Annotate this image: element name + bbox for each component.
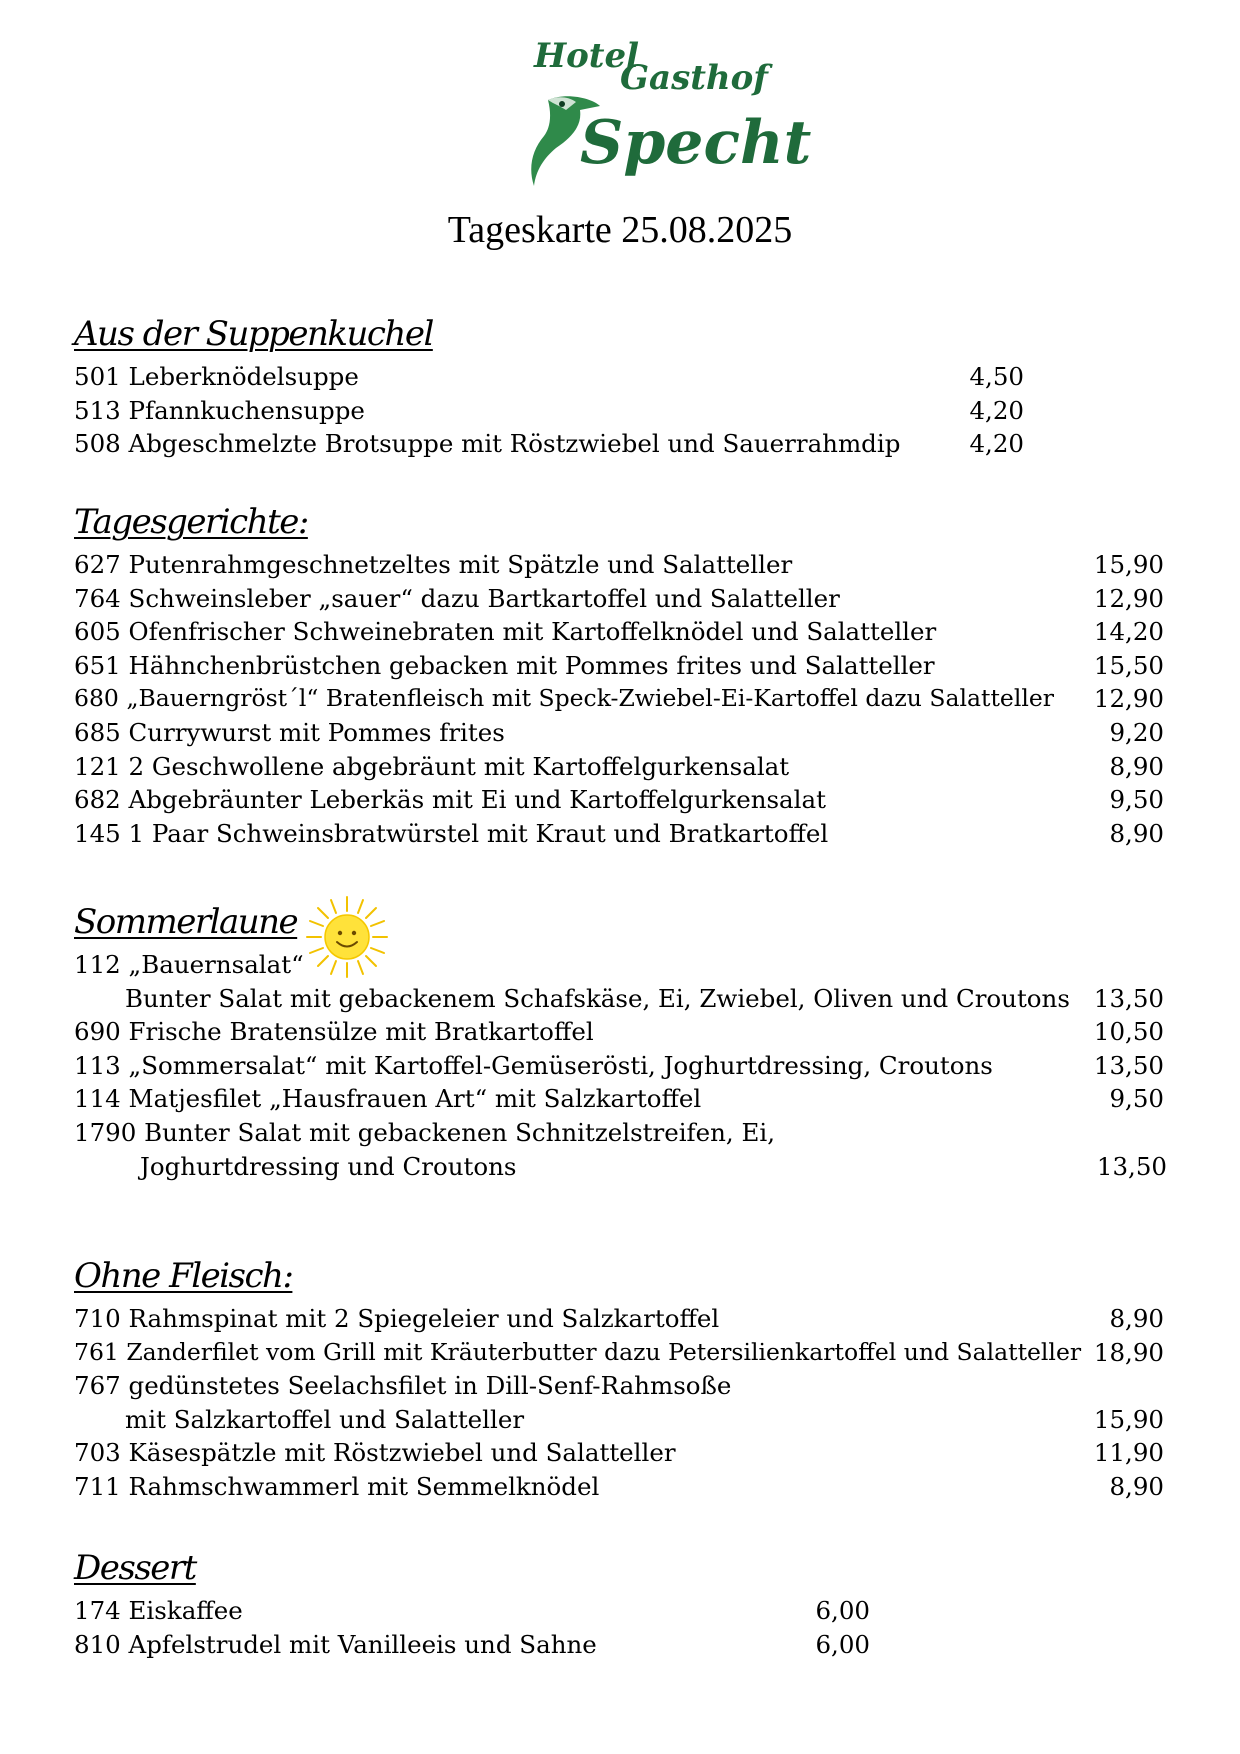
item-price: 4,50 [969, 362, 1024, 391]
item-price: 4,20 [969, 429, 1024, 459]
logo-text-hotel: Hotel [534, 36, 640, 76]
item-text: 680 „Bauerngröst´l“ Bratenfleisch mit Speck-Zwiebel-Ei-Kartoffel dazu Salatteller [74, 684, 1054, 713]
section-vegetarian [74, 1254, 1174, 1504]
menu-item [74, 750, 1174, 784]
item-text: 767 gedünstetes Seelachsfilet in Dill-Senf-Rahmsoße [74, 1371, 732, 1401]
logo-text-specht: Specht [580, 108, 812, 178]
menu-item [74, 948, 1174, 982]
menu-item [74, 1302, 1174, 1336]
item-price: 13,50 [1096, 1151, 1167, 1181]
menu-item [74, 615, 1174, 649]
menu-item [74, 1015, 1174, 1049]
item-price: 6,00 [815, 1596, 870, 1625]
item-price: 12,90 [1093, 583, 1164, 613]
item-text: 627 Putenrahmgeschnetzeltes mit Spätzle und Salatteller [74, 550, 793, 579]
item-price: 12,90 [1093, 684, 1164, 714]
section-title: Dessert [74, 1548, 196, 1588]
menu-item [74, 716, 1174, 750]
menu-item [74, 1403, 1174, 1437]
menu-item [74, 582, 1174, 616]
item-price: 11,90 [1093, 1438, 1164, 1468]
item-text: 112 „Bauernsalat“ [74, 950, 304, 979]
menu-item [74, 1369, 1174, 1403]
item-text: 501 Leberknödelsuppe [74, 362, 359, 391]
item-text: 145 1 Paar Schweinsbratwürstel mit Kraut und Bratkartoffel [74, 818, 829, 848]
item-price: 4,20 [969, 395, 1024, 425]
item-price: 9,50 [1109, 1084, 1164, 1114]
menu-item [74, 427, 1174, 461]
item-text: 690 Frische Bratensülze mit Bratkartoffel [74, 1017, 594, 1047]
item-price: 9,50 [1109, 785, 1164, 815]
menu-item [74, 783, 1174, 817]
item-price: 9,20 [1109, 717, 1164, 747]
menu-item [74, 1594, 1174, 1628]
menu-item [74, 1082, 1174, 1116]
section-summer [74, 900, 1174, 1183]
menu-item [74, 1116, 1174, 1150]
section-title: Aus der Suppenkuchel [74, 314, 433, 354]
section-title: Ohne Fleisch: [74, 1256, 293, 1296]
item-text: 1790 Bunter Salat mit gebackenen Schnitzelstreifen, Ei, [74, 1117, 775, 1147]
item-text: 682 Abgebräunter Leberkäs mit Ei und Kartoffelgurkensalat [74, 785, 826, 815]
menu-item [74, 682, 1174, 716]
item-price: 18,90 [1093, 1337, 1164, 1367]
item-price: 8,90 [1109, 751, 1164, 781]
menu-item [74, 548, 1174, 582]
item-text: 810 Apfelstrudel mit Vanilleeis und Sahne [74, 1629, 597, 1659]
item-price: 10,50 [1093, 1017, 1164, 1047]
item-text: 703 Käsespätzle mit Röstzwiebel und Salatteller [74, 1438, 676, 1468]
section-title: Tagesgerichte: [74, 502, 308, 542]
item-text: 651 Hähnchenbrüstchen gebacken mit Pommes frites und Salatteller [74, 650, 935, 680]
menu-item [74, 1628, 1174, 1662]
section-daily-dishes [74, 500, 1174, 850]
menu-item [74, 1436, 1174, 1470]
menu-item [74, 649, 1174, 683]
item-price: 8,90 [1109, 1471, 1164, 1501]
section-title: Sommerlaune [74, 902, 298, 942]
item-text: 121 2 Geschwollene abgebräunt mit Kartoffelgurkensalat [74, 751, 790, 781]
item-price: 6,00 [815, 1629, 870, 1659]
item-price: 15,90 [1093, 1404, 1164, 1434]
item-price: 8,90 [1109, 818, 1164, 848]
menu-item [74, 360, 1174, 394]
item-price: 13,50 [1093, 983, 1164, 1013]
item-text: Bunter Salat mit gebackenem Schafskäse, Ei, Zwiebel, Oliven und Croutons [125, 983, 1070, 1013]
item-text: 113 „Sommersalat“ mit Kartoffel-Gemüserösti, Joghurtdressing, Croutons [74, 1050, 993, 1080]
item-price: 13,50 [1093, 1050, 1164, 1080]
menu-item [74, 394, 1174, 428]
menu-item [74, 982, 1174, 1016]
item-price: 15,90 [1093, 550, 1164, 579]
menu-item [74, 817, 1174, 851]
hotel-logo [520, 28, 812, 190]
menu-item [74, 1336, 1174, 1370]
section-soups [74, 312, 1174, 461]
item-text: Joghurtdressing und Croutons [140, 1151, 517, 1181]
item-price: 8,90 [1109, 1304, 1164, 1333]
item-price: 15,50 [1093, 650, 1164, 680]
item-text: 508 Abgeschmelzte Brotsuppe mit Röstzwiebel und Sauerrahmdip [74, 429, 901, 459]
menu-item [74, 1049, 1174, 1083]
item-text: 605 Ofenfrischer Schweinebraten mit Kartoffelknödel und Salatteller [74, 617, 937, 647]
menu-item [74, 1150, 1174, 1184]
item-price: 14,20 [1093, 617, 1164, 647]
item-text: 513 Pfannkuchensuppe [74, 395, 365, 425]
item-text: 685 Currywurst mit Pommes frites [74, 717, 505, 747]
item-text: 764 Schweinsleber „sauer“ dazu Bartkartoffel und Salatteller [74, 583, 840, 613]
logo-text-gasthof: Gasthof [620, 58, 768, 98]
item-text: 761 Zanderfilet vom Grill mit Kräuterbutter dazu Petersilienkartoffel und Salatteller [74, 1337, 1082, 1366]
page-title: Tageskarte 25.08.2025 [447, 209, 793, 251]
item-text: 710 Rahmspinat mit 2 Spiegeleier und Salzkartoffel [74, 1304, 720, 1333]
item-text: 711 Rahmschwammerl mit Semmelknödel [74, 1471, 600, 1501]
item-text: mit Salzkartoffel und Salatteller [125, 1404, 525, 1434]
menu-item [74, 1470, 1174, 1504]
item-text: 114 Matjesfilet „Hausfrauen Art“ mit Salzkartoffel [74, 1084, 702, 1114]
item-text: 174 Eiskaffee [74, 1596, 243, 1625]
section-dessert [74, 1546, 1174, 1661]
